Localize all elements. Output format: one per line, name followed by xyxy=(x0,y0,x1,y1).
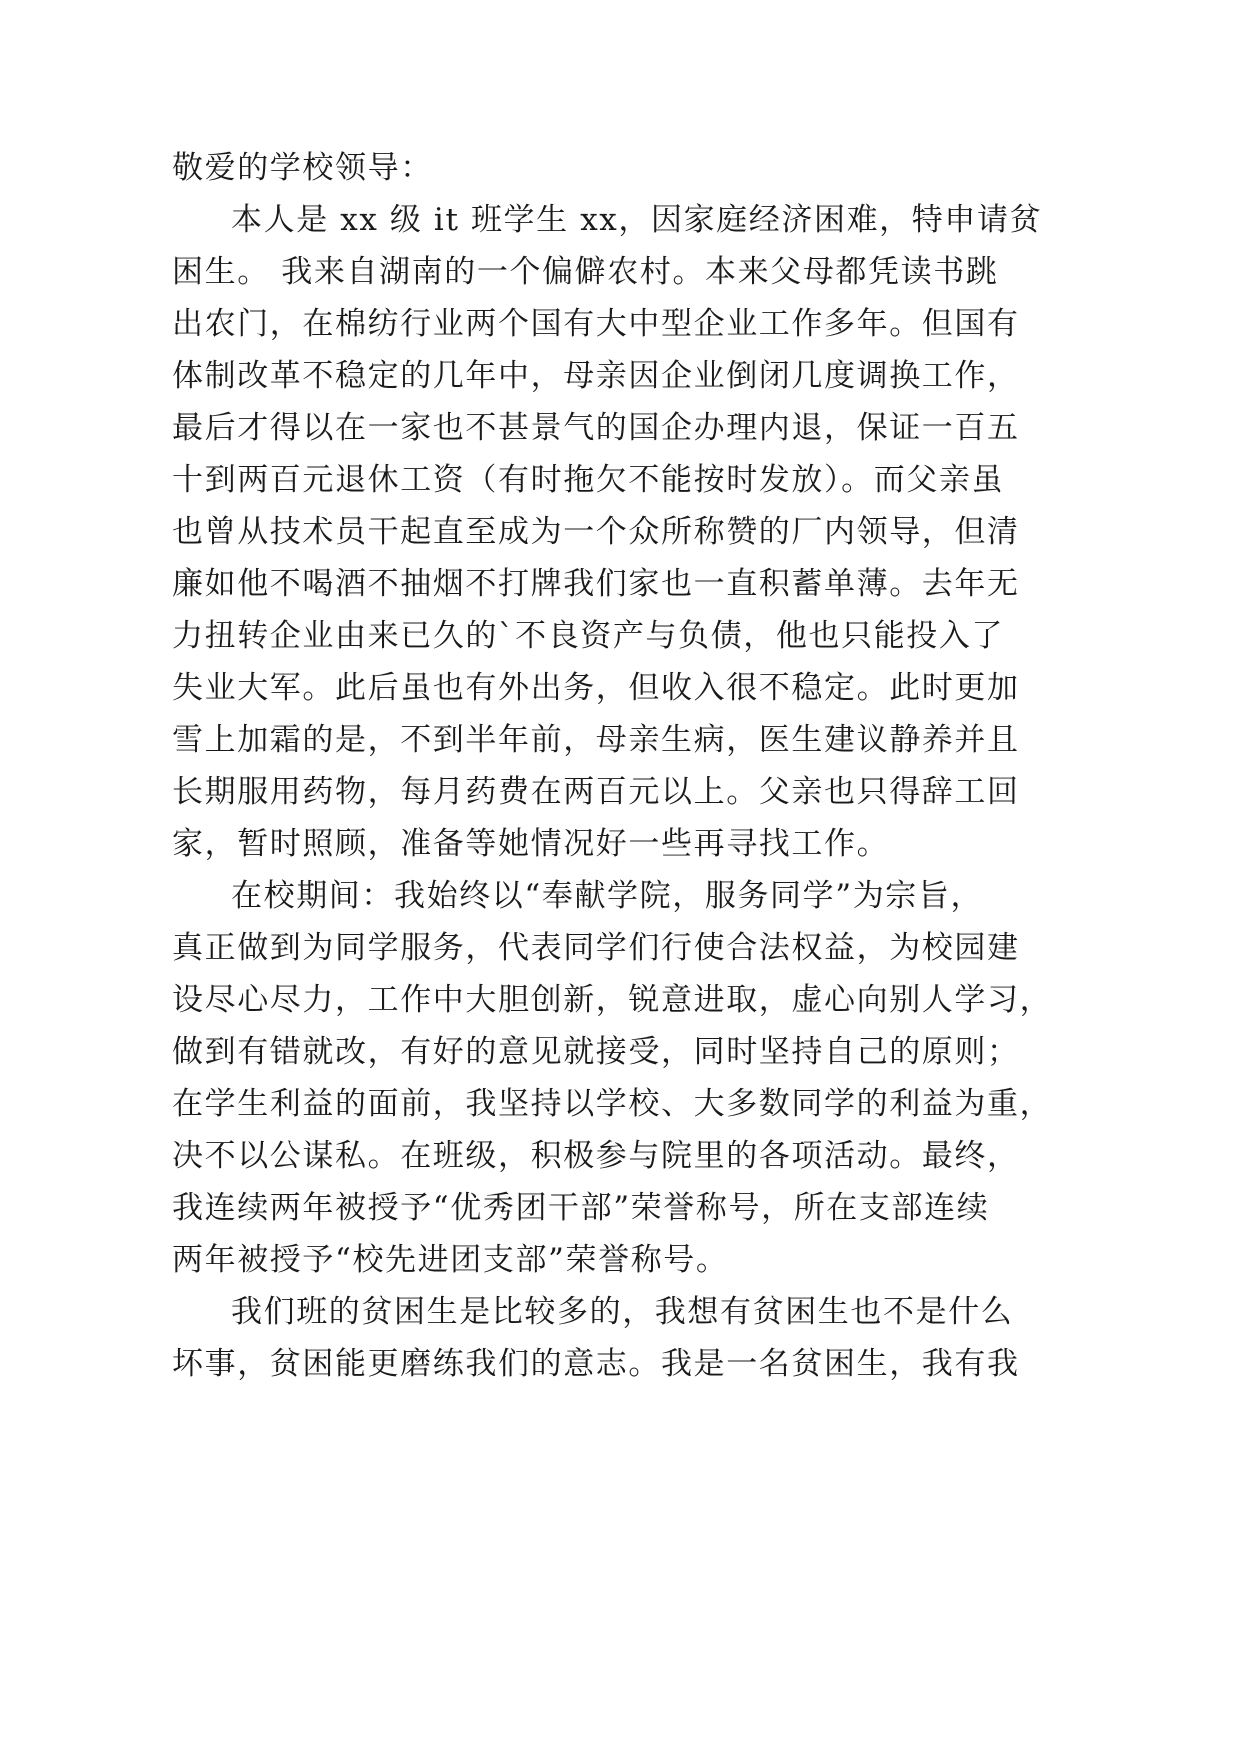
paragraph-2-line-6: 决不以公谋私。在班级，积极参与院里的各项活动。最终， xyxy=(172,1138,1020,1174)
paragraph-3-line-1: 我们班的贫困生是比较多的，我想有贫困生也不是什么 xyxy=(231,1294,1014,1330)
paragraph-1-line-9: 力扭转企业由来已久的`不良资产与负债，他也只能投入了 xyxy=(172,618,1005,654)
paragraph-2-line-1: 在校期间：我始终以“奉献学院，服务同学”为宗旨， xyxy=(231,878,984,914)
paragraph-2-line-3: 设尽心尽力，工作中大胆创新，锐意进取，虚心向别人学习， xyxy=(172,982,1053,1018)
paragraph-1-line-11: 雪上加霜的是，不到半年前，母亲生病，医生建议静养并且 xyxy=(172,722,1020,758)
paragraph-1-line-3: 出农门，在棉纺行业两个国有大中型企业工作多年。但国有 xyxy=(172,306,1020,342)
paragraph-1-line-6: 十到两百元退休工资（有时拖欠不能按时发放）。而父亲虽 xyxy=(172,462,1005,498)
paragraph-1-line-1: 本人是 xx 级 it 班学生 xx，因家庭经济困难，特申请贫 xyxy=(231,202,1043,238)
paragraph-1-line-13: 家，暂时照顾，准备等她情况好一些再寻找工作。 xyxy=(172,826,890,862)
paragraph-1-line-2: 困生。 我来自湖南的一个偏僻农村。本来父母都凭读书跳 xyxy=(172,254,999,290)
paragraph-2-line-2: 真正做到为同学服务，代表同学们行使合法权益，为校园建 xyxy=(172,930,1020,966)
paragraph-1-line-10: 失业大军。此后虽也有外出务，但收入很不稳定。此时更加 xyxy=(172,670,1020,706)
paragraph-1-line-8: 廉如他不喝酒不抽烟不打牌我们家也一直积蓄单薄。去年无 xyxy=(172,566,1020,602)
salutation: 敬爱的学校领导： xyxy=(172,150,433,186)
paragraph-2-line-4: 做到有错就改，有好的意见就接受，同时坚持自己的原则； xyxy=(172,1034,1020,1070)
paragraph-2-line-8: 两年被授予“校先进团支部”荣誉称号。 xyxy=(172,1242,729,1278)
paragraph-1-line-12: 长期服用药物，每月药费在两百元以上。父亲也只得辞工回 xyxy=(172,774,1020,810)
paragraph-2-line-5: 在学生利益的面前，我坚持以学校、大多数同学的利益为重， xyxy=(172,1086,1053,1122)
paragraph-1-line-5: 最后才得以在一家也不甚景气的国企办理内退，保证一百五 xyxy=(172,410,1020,446)
paragraph-3-line-2: 坏事，贫困能更磨练我们的意志。我是一名贫困生，我有我 xyxy=(172,1346,1020,1382)
paragraph-1-line-7: 也曾从技术员干起直至成为一个众所称赞的厂内领导，但清 xyxy=(172,514,1020,550)
paragraph-1-line-4: 体制改革不稳定的几年中，母亲因企业倒闭几度调换工作， xyxy=(172,358,1020,394)
paragraph-2-line-7: 我连续两年被授予“优秀团干部”荣誉称号，所在支部连续 xyxy=(172,1190,990,1226)
